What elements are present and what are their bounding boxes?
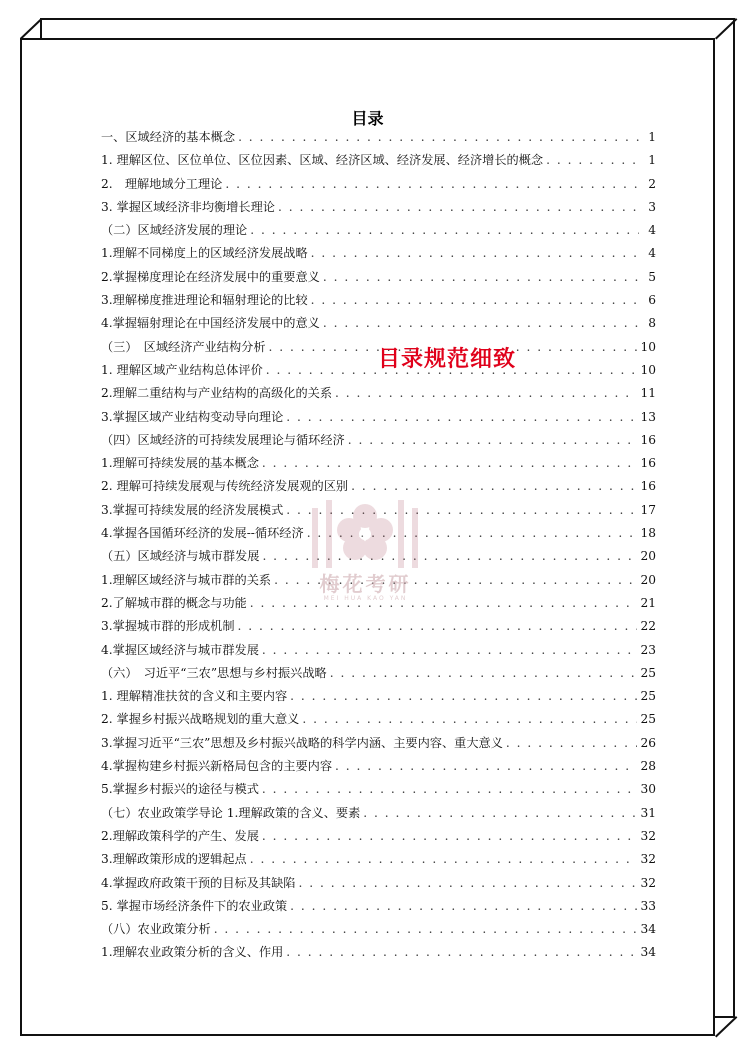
toc-page-number: 25 (640, 665, 656, 680)
toc-leader-dots (238, 619, 638, 633)
toc-page-number: 32 (640, 828, 656, 843)
toc-page-number: 8 (648, 316, 656, 331)
toc-leader-dots (323, 316, 639, 330)
toc-entry[interactable] (101, 431, 656, 454)
toc-entry-label: 2. 理解可持续发展观与传统经济发展观的区别 (101, 479, 349, 494)
toc-entry[interactable] (101, 850, 656, 873)
toc-leader-dots (335, 759, 637, 773)
toc-page-number: 1 (648, 153, 656, 168)
toc-entry[interactable] (101, 198, 656, 221)
toc-entry[interactable] (101, 268, 656, 291)
toc-entry-label: 2.掌握梯度理论在经济发展中的重要意义 (101, 269, 320, 284)
toc-leader-dots (262, 643, 638, 657)
toc-entry-label: （八）农业政策分析 (101, 922, 211, 937)
toc-page-number: 25 (640, 689, 656, 704)
toc-entry[interactable] (101, 128, 656, 151)
toc-leader-dots (298, 876, 637, 890)
toc-leader-dots (262, 829, 638, 843)
toc-page-number: 26 (640, 735, 656, 750)
toc-leader-dots (250, 852, 638, 866)
toc-entry-label: 2. 掌握乡村振兴战略规划的重大意义 (101, 712, 300, 727)
toc-entry[interactable] (101, 920, 656, 943)
watermark-brand-name: 梅花考研 (319, 572, 412, 596)
toc-entry[interactable] (101, 151, 656, 174)
toc-page-number: 33 (640, 898, 656, 913)
toc-page-number: 18 (640, 526, 656, 541)
toc-page-number: 4 (648, 246, 656, 261)
toc-entry-label: 4.掌握区域经济与城市群发展 (101, 642, 259, 657)
toc-page-number: 17 (640, 502, 656, 517)
toc-leader-dots (506, 736, 638, 750)
toc-leader-dots (323, 270, 639, 284)
toc-leader-dots (278, 200, 639, 214)
toc-page-number: 34 (640, 945, 656, 960)
toc-entry-label: 4.掌握政府政策干预的目标及其缺陷 (101, 875, 296, 890)
toc-page-number: 30 (640, 782, 656, 797)
watermark-brand-sub: MEI HUA KAO YAN (323, 595, 408, 602)
toc-page-number: 21 (640, 595, 656, 610)
toc-page-number: 4 (648, 223, 656, 238)
toc-entry[interactable] (101, 617, 656, 640)
toc-entry[interactable] (101, 664, 656, 687)
toc-page-number: 20 (640, 572, 656, 587)
toc-page-number: 6 (648, 293, 656, 308)
toc-leader-dots (290, 689, 637, 703)
toc-entry[interactable] (101, 244, 656, 267)
toc-entry[interactable] (101, 291, 656, 314)
toc-entry[interactable] (101, 687, 656, 710)
toc-entry[interactable] (101, 710, 656, 733)
toc-page-number: 32 (640, 875, 656, 890)
toc-page-number: 31 (640, 805, 656, 820)
toc-entry-label: 2.理解二重结构与产业结构的高级化的关系 (101, 386, 333, 401)
toc-page-number: 3 (648, 199, 656, 214)
toc-entry-label: 5. 掌握市场经济条件下的农业政策 (101, 898, 288, 913)
toc-page-number: 28 (640, 759, 656, 774)
toc-entry[interactable] (101, 943, 656, 966)
toc-leader-dots (262, 782, 638, 796)
toc-entry[interactable] (101, 175, 656, 198)
toc-entry[interactable] (101, 408, 656, 431)
toc-entry-label: 3. 掌握区域经济非均衡增长理论 (101, 199, 275, 214)
toc-entry-label: （四）区域经济的可持续发展理论与循环经济 (101, 432, 345, 447)
toc-entry-label: 1. 理解精准扶贫的含义和主要内容 (101, 689, 288, 704)
toc-page-number: 16 (640, 479, 656, 494)
toc-page-number: 23 (640, 642, 656, 657)
red-stamp-text: 目录规范细致 (378, 346, 517, 372)
toc-leader-dots (286, 410, 637, 424)
toc-entry[interactable] (101, 874, 656, 897)
page-corner-line (715, 1016, 737, 1037)
toc-entry-label: （三） 区域经济产业结构分析 (101, 339, 266, 354)
toc-entry-label: 5.掌握乡村振兴的途径与模式 (101, 782, 259, 797)
toc-leader-dots (262, 456, 638, 470)
toc-page-number: 20 (640, 549, 656, 564)
toc-leader-dots (250, 223, 639, 237)
toc-page-number: 34 (640, 922, 656, 937)
toc-entry-label: 1.理解可持续发展的基本概念 (101, 456, 259, 471)
toc-leader-dots (290, 899, 637, 913)
toc-entry-label: 3.理解政策形成的逻辑起点 (101, 852, 247, 867)
toc-entry-label: 1.理解不同梯度上的区域经济发展战略 (101, 246, 308, 261)
toc-entry-label: 3.掌握习近平“三农”思想及乡村振兴战略的科学内涵、主要内容、重大意义 (101, 735, 503, 750)
toc-entry[interactable] (101, 804, 656, 827)
toc-entry[interactable] (101, 897, 656, 920)
toc-entry[interactable] (101, 314, 656, 337)
toc-leader-dots (546, 153, 639, 167)
toc-entry-label: （六） 习近平“三农”思想与乡村振兴战略 (101, 665, 327, 680)
toc-entry-label: 1. 理解区域产业结构总体评价 (101, 362, 263, 377)
toc-leader-dots (363, 806, 637, 820)
toc-title: 目录 (351, 109, 384, 128)
toc-entry[interactable] (101, 641, 656, 664)
toc-page-number: 22 (640, 619, 656, 634)
toc-page-number: 25 (640, 712, 656, 727)
toc-page-number: 32 (640, 852, 656, 867)
toc-page-number: 16 (640, 432, 656, 447)
toc-entry-label: 1.理解区域经济与城市群的关系 (101, 572, 272, 587)
toc-page-number: 11 (640, 386, 656, 401)
toc-entry-label: 一、区域经济的基本概念 (101, 130, 236, 144)
toc-page-number: 16 (640, 456, 656, 471)
toc-leader-dots (311, 293, 639, 307)
toc-entry-label: 2. 理解地域分工理论 (101, 176, 223, 191)
toc-entry[interactable] (101, 827, 656, 850)
toc-entry[interactable] (101, 757, 656, 780)
toc-leader-dots (335, 386, 637, 400)
toc-page-number: 5 (648, 269, 656, 284)
toc-leader-dots (214, 922, 638, 936)
toc-entry[interactable] (101, 384, 656, 407)
toc-entry-label: 4.掌握辐射理论在中国经济发展中的意义 (101, 316, 320, 331)
toc-entry-label: （五）区域经济与城市群发展 (101, 549, 260, 564)
toc-entry-label: 2.理解政策科学的产生、发展 (101, 828, 259, 843)
toc-leader-dots (225, 177, 639, 191)
toc-entry-label: （二）区域经济发展的理论 (101, 223, 248, 238)
toc-entry-label: 3.掌握区域产业结构变动导向理论 (101, 409, 284, 424)
toc-entry[interactable] (101, 221, 656, 244)
toc-entry-label: 3.掌握可持续发展的经济发展模式 (101, 502, 284, 517)
toc-page-number: 2 (648, 176, 656, 191)
toc-entry-label: 1.理解农业政策分析的含义、作用 (101, 945, 284, 960)
toc-entry-label: 3.理解梯度推进理论和辐射理论的比较 (101, 293, 308, 308)
toc-page-number: 10 (640, 339, 656, 354)
toc-entry[interactable] (101, 780, 656, 803)
toc-leader-dots (311, 246, 639, 260)
toc-leader-dots (286, 945, 637, 959)
toc-leader-dots (302, 712, 637, 726)
toc-entry-label: 4.掌握各国循环经济的发展--循环经济 (101, 526, 304, 541)
toc-entry-label: （七）农业政策学导论 1.理解政策的含义、要素 (101, 805, 361, 820)
toc-entry[interactable] (101, 734, 656, 757)
toc-entry-label: 1. 理解区位、区位单位、区位因素、区域、经济区域、经济发展、经济增长的概念 (101, 153, 544, 168)
toc-leader-dots (348, 433, 638, 447)
toc-leader-dots (330, 666, 638, 680)
toc-entry-label: 2.了解城市群的概念与功能 (101, 595, 247, 610)
toc-page-number: 1 (648, 130, 656, 144)
toc-leader-dots (238, 130, 639, 144)
toc-page-number: 10 (640, 362, 656, 377)
toc-entry[interactable] (101, 454, 656, 477)
toc-entry-label: 3.掌握城市群的形成机制 (101, 619, 235, 634)
toc-entry-label: 4.掌握构建乡村振兴新格局包含的主要内容 (101, 759, 333, 774)
toc-page-number: 13 (640, 409, 656, 424)
